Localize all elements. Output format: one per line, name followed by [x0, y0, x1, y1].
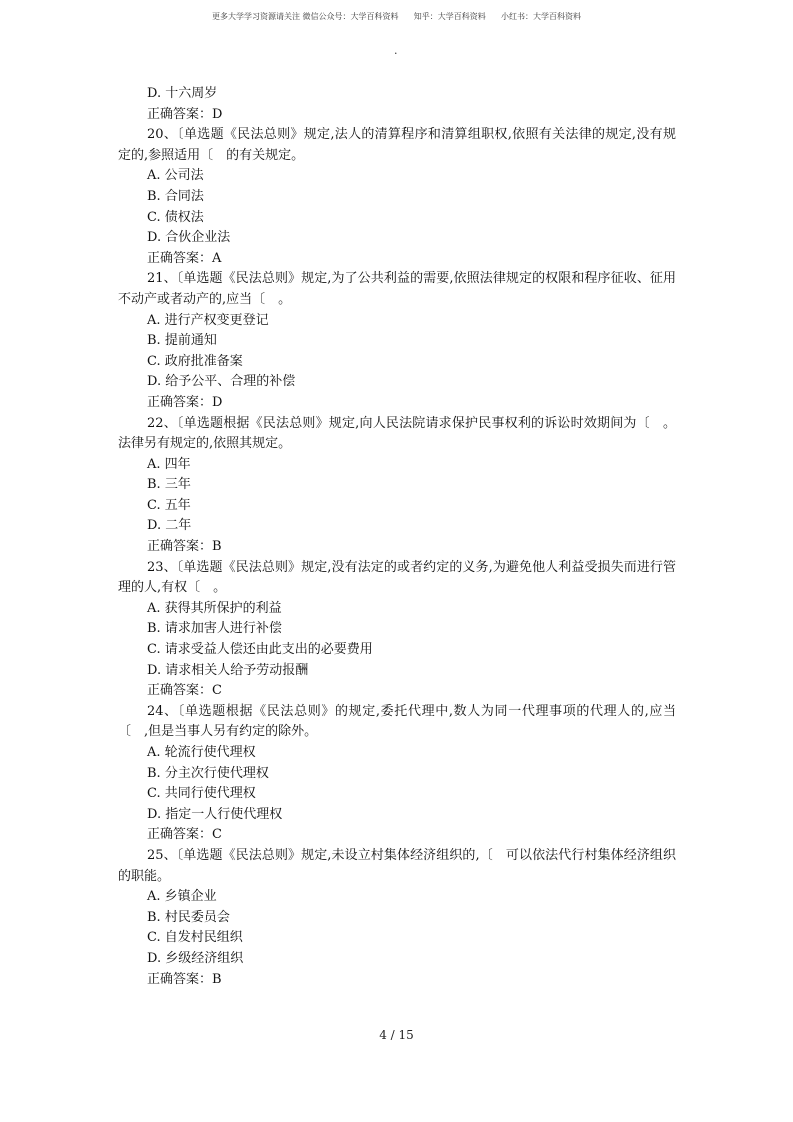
page-number: 4 / 15	[379, 1028, 414, 1042]
top-mark: .	[394, 44, 398, 57]
option-b: B. 分主次行使代理权	[147, 765, 269, 781]
option-c: C. 共同行使代理权	[147, 786, 256, 802]
option-d: D. 乡级经济组织	[147, 950, 244, 966]
option-d: D. 合伙企业法	[147, 230, 231, 246]
question-text: 22、〔单选题根据《民法总则》规定,向人民法院请求保护民事权利的诉讼时效期间为〔 。法律另有规定的,依照其规定。	[118, 415, 676, 452]
option-c: C. 五年	[147, 497, 191, 513]
option-b: B. 请求加害人进行补偿	[147, 621, 282, 637]
question-text: 21、〔单选题《民法总则》规定,为了公共利益的需要,依照法律规定的权限和程序征收、征用不动产或者动产的,应当〔 。	[118, 271, 676, 307]
option-b: B. 村民委员会	[147, 909, 230, 925]
question-23	[118, 558, 676, 702]
answer: 正确答案：A	[147, 250, 222, 266]
option-a: A. 四年	[147, 456, 191, 472]
option-a: A. 公司法	[147, 168, 204, 184]
question-text: 23、〔单选题《民法总则》规定,没有法定的或者约定的义务,为避免他人利益受损失而进行管理的人,有权〔 。	[118, 559, 676, 596]
answer: 正确答案：D	[147, 106, 223, 122]
option-d: D. 请求相关人给予劳动报酬	[147, 662, 309, 678]
option-c: C. 政府批准备案	[147, 353, 243, 369]
option-c: C. 债权法	[147, 209, 204, 225]
question-text: 20、〔单选题《民法总则》规定,法人的清算程序和清算组职权,依照有关法律的规定,没有规定的,参照适用〔 的有关规定。	[118, 127, 676, 163]
option-c: C. 自发村民组织	[147, 930, 243, 946]
question-text: 25、〔单选题《民法总则》规定,未设立村集体经济组织的,〔 可以依法代行村集体经济组织的职能。	[118, 847, 676, 884]
answer: 正确答案：B	[147, 971, 222, 987]
option-d: D. 给予公平、合理的补偿	[147, 374, 296, 390]
question-20	[118, 125, 676, 269]
option-b: B. 合同法	[147, 188, 204, 204]
option-d: D. 指定一人行使代理权	[147, 806, 283, 822]
option-a: A. 获得其所保护的利益	[147, 600, 282, 616]
question-text: 24、〔单选题根据《民法总则》的规定,委托代理中,数人为同一代理事项的代理人的,应当〔 ,但是当事人另有约定的除外。	[118, 703, 676, 740]
question-21	[118, 269, 676, 413]
answer: 正确答案：C	[147, 683, 222, 699]
option-b: B. 提前通知	[147, 333, 217, 349]
option-a: A. 轮流行使代理权	[147, 745, 256, 760]
question-24	[118, 702, 676, 846]
document-body	[118, 84, 676, 990]
answer: 正确答案：B	[147, 539, 222, 555]
page-header: 更多大学学习资源请关注 微信公众号：大学百科资料 知乎：大学百科资料 小红书：大学百科资料	[211, 12, 582, 21]
answer: 正确答案：D	[147, 394, 223, 410]
option: D. 十六周岁	[147, 86, 218, 101]
option-a: A. 进行产权变更登记	[147, 312, 269, 328]
question-22	[118, 414, 676, 558]
question-25	[118, 846, 676, 990]
option-b: B. 三年	[147, 477, 191, 493]
option-d: D. 二年	[147, 518, 192, 534]
option-a: A. 乡镇企业	[147, 889, 217, 905]
option-c: C. 请求受益人偿还由此支出的必要费用	[147, 642, 373, 658]
answer: 正确答案：C	[147, 827, 222, 843]
